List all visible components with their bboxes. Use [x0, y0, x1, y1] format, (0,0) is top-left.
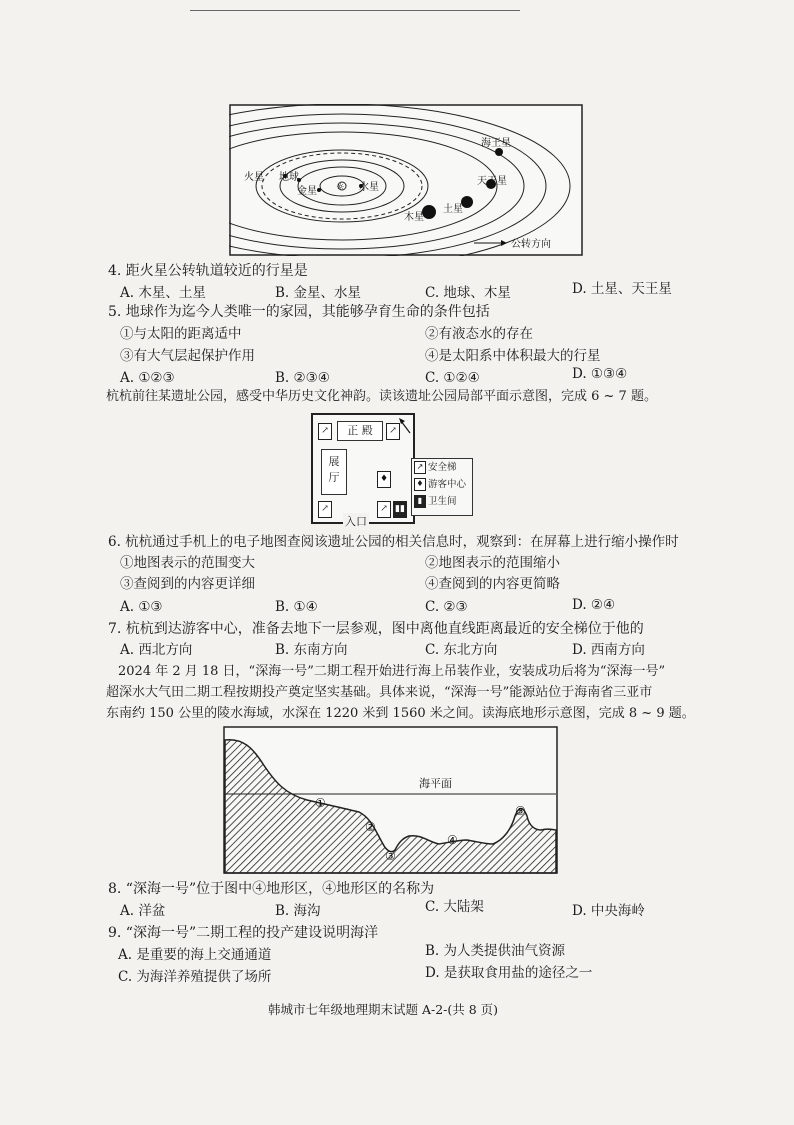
q5-statement-3: ③有大气层起保护作用 [120, 348, 255, 364]
q9-option-a: A. 是重要的海上交通通道 [118, 947, 272, 963]
q8-option-d: D. 中央海岭 [572, 903, 645, 919]
q7-option-c: C. 东北方向 [425, 642, 498, 658]
solar-system-figure [229, 104, 584, 256]
ocean-floor-figure [223, 726, 558, 874]
q8-stem: 8. “深海一号”位于图中④地形区，④地形区的名称为 [108, 881, 435, 897]
marker-2: ② [365, 820, 376, 834]
intro-q8-9-line-1: 2024 年 2 月 18 日，“深海一号”二期工程开始进行海上吊装作业，安装成功后将为“深海一号” [118, 664, 666, 679]
park-plan-legend [411, 458, 473, 516]
q9-option-d: D. 是获取食用盐的途径之一 [425, 965, 593, 981]
q7-option-a: A. 西北方向 [120, 642, 193, 658]
q6-option-d: D. ②④ [572, 597, 616, 613]
exhibition-hall-label: 展厅 [328, 455, 340, 484]
stairs-icon: ↗ [318, 423, 332, 440]
q6-option-b: B. ①④ [275, 599, 318, 615]
q6-option-c: C. ②③ [425, 599, 468, 615]
q6-statement-3: ③查阅到的内容更详细 [120, 576, 255, 592]
q5-statement-4: ④是太阳系中体积最大的行星 [425, 348, 601, 364]
q5-option-c: C. ①②④ [425, 370, 480, 386]
mars-label: 火星 [244, 172, 264, 183]
stairs-icon: ↗ [414, 461, 426, 474]
q9-option-b: B. 为人类提供油气资源 [425, 943, 566, 959]
q6-statement-1: ①地图表示的范围变大 [120, 555, 255, 571]
neptune-dot [495, 148, 503, 156]
marker-3: ③ [385, 849, 396, 863]
visitor-center-icon: ♦ [377, 471, 391, 488]
intro-q8-9-line-3: 东南约 150 公里的陵水海域，水深在 1220 米到 1560 米之间。读海底地形示意图，完成 8 ~ 9 题。 [106, 706, 695, 721]
q4-option-a: A. 木星、土星 [120, 285, 206, 301]
entrance-label: 入口 [343, 513, 369, 531]
uranus-label: 天王星 [477, 176, 507, 187]
stairs-icon: ↗ [318, 501, 332, 518]
legend-stairs: 安全梯 [428, 462, 457, 473]
q5-stem: 5. 地球作为迄今人类唯一的家园，其能够孕育生命的条件包括 [108, 304, 490, 320]
q4-option-c: C. 地球、木星 [425, 285, 511, 301]
sun-label: ☼ [336, 182, 345, 193]
marker-4: ④ [447, 833, 458, 847]
marker-5: ⑤ [515, 804, 526, 818]
intro-q8-9-line-2: 超深水大气田二期工程按期投产奠定坚实基础。具体来说，“深海一号”能源站位于海南省三亚市 [106, 685, 653, 700]
jupiter-label: 木星 [404, 212, 424, 223]
earth-label: 地球 [279, 172, 299, 183]
q5-option-d: D. ①③④ [572, 366, 628, 382]
q6-statement-4: ④查阅到的内容更简略 [425, 576, 560, 592]
revolution-legend: 公转方向 [511, 239, 551, 250]
stairs-icon: ↗ [377, 501, 391, 518]
q7-option-b: B. 东南方向 [275, 642, 348, 658]
q8-option-b: B. 海沟 [275, 903, 321, 919]
q8-option-a: A. 洋盆 [120, 903, 166, 919]
top-edge [190, 0, 520, 11]
q5-option-b: B. ②③④ [275, 370, 330, 386]
q7-option-d: D. 西南方向 [572, 642, 645, 658]
q7-stem: 7. 杭杭到达游客中心，准备去地下一层参观，图中离他直线距离最近的安全梯位于他的 [108, 621, 644, 637]
north-arrow-icon [398, 417, 412, 435]
intro-q6-7: 杭杭前往某遗址公园，感受中华历史文化神韵。读该遗址公园局部平面示意图，完成 6 ~ 7 题。 [106, 389, 657, 404]
sea-level-label: 海平面 [419, 777, 452, 790]
q5-statement-1: ①与太阳的距离适中 [120, 326, 242, 342]
visitor-center-icon: ♦ [414, 478, 426, 491]
stairs-icon: ↗ [386, 423, 400, 440]
neptune-label: 海王星 [481, 138, 511, 149]
q4-stem: 4. 距火星公转轨道较近的行星是 [108, 263, 308, 279]
q6-option-a: A. ①③ [120, 599, 163, 615]
marker-1: ① [315, 796, 326, 810]
page-footer: 韩城市七年级地理期末试题 A-2-(共 8 页) [268, 1002, 499, 1017]
exhibition-hall [321, 449, 347, 495]
q4-option-b: B. 金星、水星 [275, 285, 362, 301]
q5-option-a: A. ①②③ [120, 370, 175, 386]
toilet-icon: ▮▮ [393, 501, 407, 518]
venus-label: 金星 [297, 186, 317, 197]
saturn-label: 土星 [443, 204, 463, 215]
q4-option-d: D. 土星、天王星 [572, 281, 672, 297]
jupiter-dot [422, 205, 436, 219]
q9-option-c: C. 为海洋养殖提供了场所 [118, 969, 272, 985]
q6-stem: 6. 杭杭通过手机上的电子地图查阅该遗址公园的相关信息时，观察到：在屏幕上进行缩小操作时 [108, 534, 679, 550]
legend-toilet: 卫生间 [428, 496, 457, 507]
q6-statement-2: ②地图表示的范围缩小 [425, 555, 560, 571]
q9-stem: 9. “深海一号”二期工程的投产建设说明海洋 [108, 925, 379, 941]
legend-visitor-center: 游客中心 [428, 479, 467, 490]
q5-statement-2: ②有液态水的存在 [425, 326, 533, 342]
main-hall: 正 殿 [337, 421, 383, 441]
q8-option-c: C. 大陆架 [425, 899, 484, 915]
toilet-icon: ▮ [414, 495, 426, 508]
mercury-label: 水星 [359, 182, 379, 193]
